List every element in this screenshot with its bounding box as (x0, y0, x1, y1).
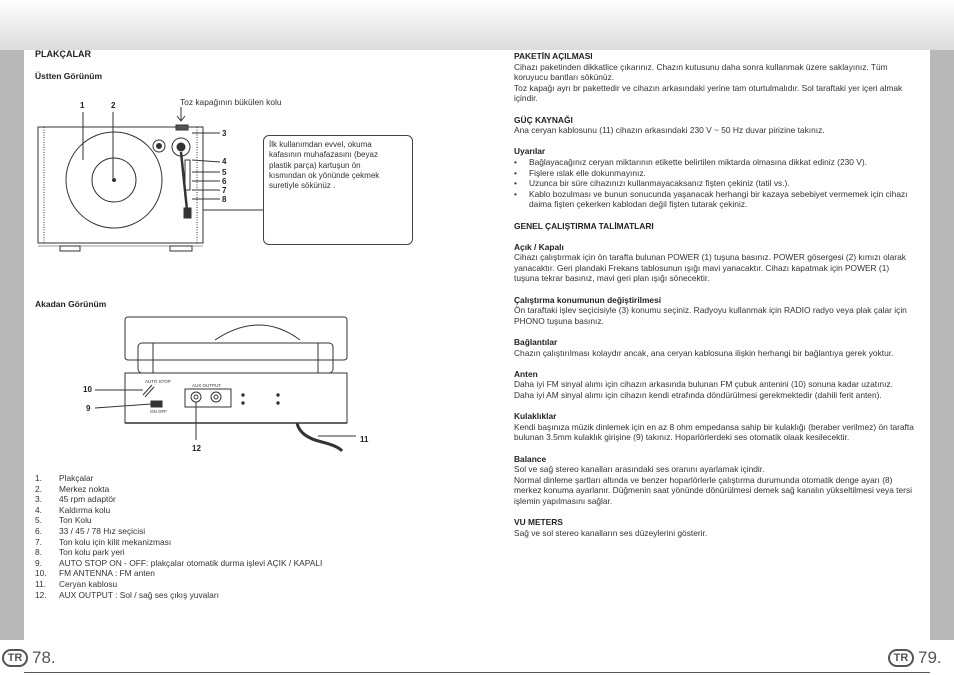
callout-number: 3 (222, 129, 227, 138)
headphones-title: Kulaklıklar (514, 411, 557, 422)
list-item: 11. Ceryan kablosu (35, 578, 118, 589)
auto-stop-text: AUTO STOP (145, 379, 171, 384)
list-item: • Bağlayacağınız ceryan miktarının etikette belirtilen miktarda olmasına dikkat ediniz (230 V). (514, 157, 914, 168)
parts-list (35, 473, 395, 600)
callout-number: 12 (192, 444, 201, 453)
callout-number: 9 (86, 404, 91, 413)
antenna-text-1: Daha iyi FM sinyal alımı için cihazın arkasında bulunan FM çubuk antenini (10) sonuna kadar uzatınız. (514, 379, 893, 390)
list-item: 3. 45 rpm adaptör (35, 494, 116, 505)
section-title-turntable: PLAKÇALAR (35, 49, 91, 59)
list-item: 4. Kaldırma kolu (35, 504, 111, 515)
page-number-left (2, 644, 56, 672)
top-view-label: Üstten Görünüm (35, 71, 103, 81)
page-number: 79. (918, 648, 942, 667)
dust-cover-label: Toz kapağının bükülen kolu (180, 97, 282, 107)
list-item: 7. Ton kolu için kilit mekanizması (35, 536, 172, 547)
list-item: 10. FM ANTENNA : FM anten (35, 568, 155, 579)
vu-meters-title: VU METERS (514, 517, 563, 528)
callout-number: 2 (111, 101, 116, 110)
on-off-text: ON OFF (150, 409, 167, 414)
power-title: GÜÇ KAYNAĞI (514, 114, 573, 125)
page-number-right (888, 644, 942, 672)
list-item: 6. 33 / 45 / 78 Hız seçicisi (35, 525, 146, 536)
headphones-text: Kendi başınıza müzik dinlemek için en az 8 ohm empedansa sahip bir kulaklığı (beraber verilmez) ön tarafta bulunan 3.5mm kulaklık girişine (9) takınız. Hoparlörlerdeki ses otomatik olaak kesilecektir. (514, 421, 914, 443)
callout-number: 11 (360, 435, 369, 444)
callout-number: 7 (222, 186, 227, 195)
language-badge: TR (888, 649, 914, 667)
connections-title: Bağlantılar (514, 337, 558, 348)
unpacking-title: PAKETİN AÇILMASI (514, 51, 593, 61)
callout-number: 4 (222, 157, 227, 166)
callout-number: 8 (222, 195, 227, 204)
right-page-column (514, 51, 914, 538)
list-item: • Uzunca bir süre cihazınızı kullanmayacaksanız fişten çekiniz (tatil vs.). (514, 178, 914, 189)
operation-title: GENEL ÇALIŞTIRMA TALİMATLARI (514, 220, 654, 231)
callout-number: 1 (80, 101, 85, 110)
warnings-title: Uyarılar (514, 146, 546, 157)
on-off-text: Cihazı çalıştırmak için ön tarafta bulunan POWER (1) tuşuna basınız. POWER gösergesi (2) kımızı olarak yanacaktır. Geri plandaki Frekans tablosunun ışığı mavi yanacaktır. Cihazı kapatmak için POWER (1) tuşuna tekrar basınız, mavi geri plan ışığı sönecektir. (514, 252, 906, 284)
language-badge: TR (2, 649, 28, 667)
warnings-list (514, 157, 914, 210)
aux-output-text: AUX OUTPUT (192, 383, 222, 388)
power-text: Ana ceryan kablosunu (11) cihazın arkasındaki 230 V ~ 50 Hz duvar pirizine takınız. (514, 125, 825, 136)
unpacking-text-2: Toz kapağı ayrı br pakettedir ve cihazın arkasındaki yerine tam oturtulmalıdır. Sol taraftaki yer içeri almak içindir. (514, 82, 903, 104)
balance-title: Balance (514, 453, 547, 464)
unpacking-text-1: Cihazı paketinden dikkatlice çıkarınız. Chazın kutusunu daha sonra kullanmak üzere saklayınız. Tüm koruyucu bantları sökünüz. (514, 61, 888, 83)
list-item: 1. Plakçalar (35, 473, 94, 483)
top-view-diagram (38, 107, 263, 251)
rear-view-diagram (95, 317, 356, 451)
list-item: 8. Ton kolu park yeri (35, 547, 125, 558)
callout-number: 5 (222, 168, 227, 177)
list-item: 12. AUX OUTPUT : Sol / sağ ses çıkış yuvaları (35, 589, 219, 600)
callout-number: 6 (222, 177, 227, 186)
balance-text-1: Sol ve sağ stereo kanalları arasındaki ses oranını ayarlamak içindir. (514, 464, 765, 475)
list-item: 2. Merkez nokta (35, 483, 110, 494)
list-item: 9. AUTO STOP ON - OFF: plakçalar otomatik durma işlevi AÇIK / KAPALI (35, 557, 323, 568)
rear-view-label: Akadan Görünüm (35, 299, 107, 309)
mode-text: Ön taraftaki işlev seçicisiyle (3) konumu seçiniz. Radyoyu kullanmak için RADIO radyo veya plak çalar için PHONO tuşuna basınız. (514, 305, 907, 326)
balance-text-2: Normal dinleme şartları altında ve benzer hoparlörlerle çalıştırma durumunda otomatik denge ayarı (8) merkez konuma ayarlanır. Düğmenin saat yönünde dönürülmesi demek sağ kanalın yükseltilmesi veya tersi işlemin yapılmasını sağlar. (514, 474, 913, 506)
vu-meters-text: Sağ ve sol stereo kanalların ses düzeylerini gösterir. (514, 527, 708, 538)
list-item: 5. Ton Kolu (35, 515, 92, 526)
stylus-callout-text: İlk kullanımdan evvel, okuma kafasının muhafazasını (beyaz plastik parça) kartuşun ön kısmından ok yönünde çekmek suretiyle sökünüz . (269, 140, 380, 191)
antenna-text-2: Daha iyi AM sinyal alımı için cihazın kendi etrafında döndürülmesi gerekmektedir (dahili ferit anten). (514, 390, 882, 400)
callout-number: 10 (83, 385, 92, 394)
list-item: • Kablo bozulması ve bunun sonucunda yaşanacak herhangi bir kazaya sebebiyet vermemek için cihazı daima fişten çekerken kablodan değil fişten tutarak çekiniz. (514, 189, 914, 210)
on-off-title: Açık / Kapalı (514, 241, 564, 252)
antenna-title: Anten (514, 368, 538, 379)
mode-title: Çalıştırma konumunun değiştirilmesi (514, 294, 662, 305)
list-item: • Fişlere ıslak elle dokunmayınız. (514, 168, 914, 179)
page-number: 78. (32, 648, 56, 667)
connections-text: Chazın çalıştırılması kolaydır ancak, ana ceryan kablosuna ilişkin herhangi bir bağlantıya gerek yoktur. (514, 347, 894, 358)
